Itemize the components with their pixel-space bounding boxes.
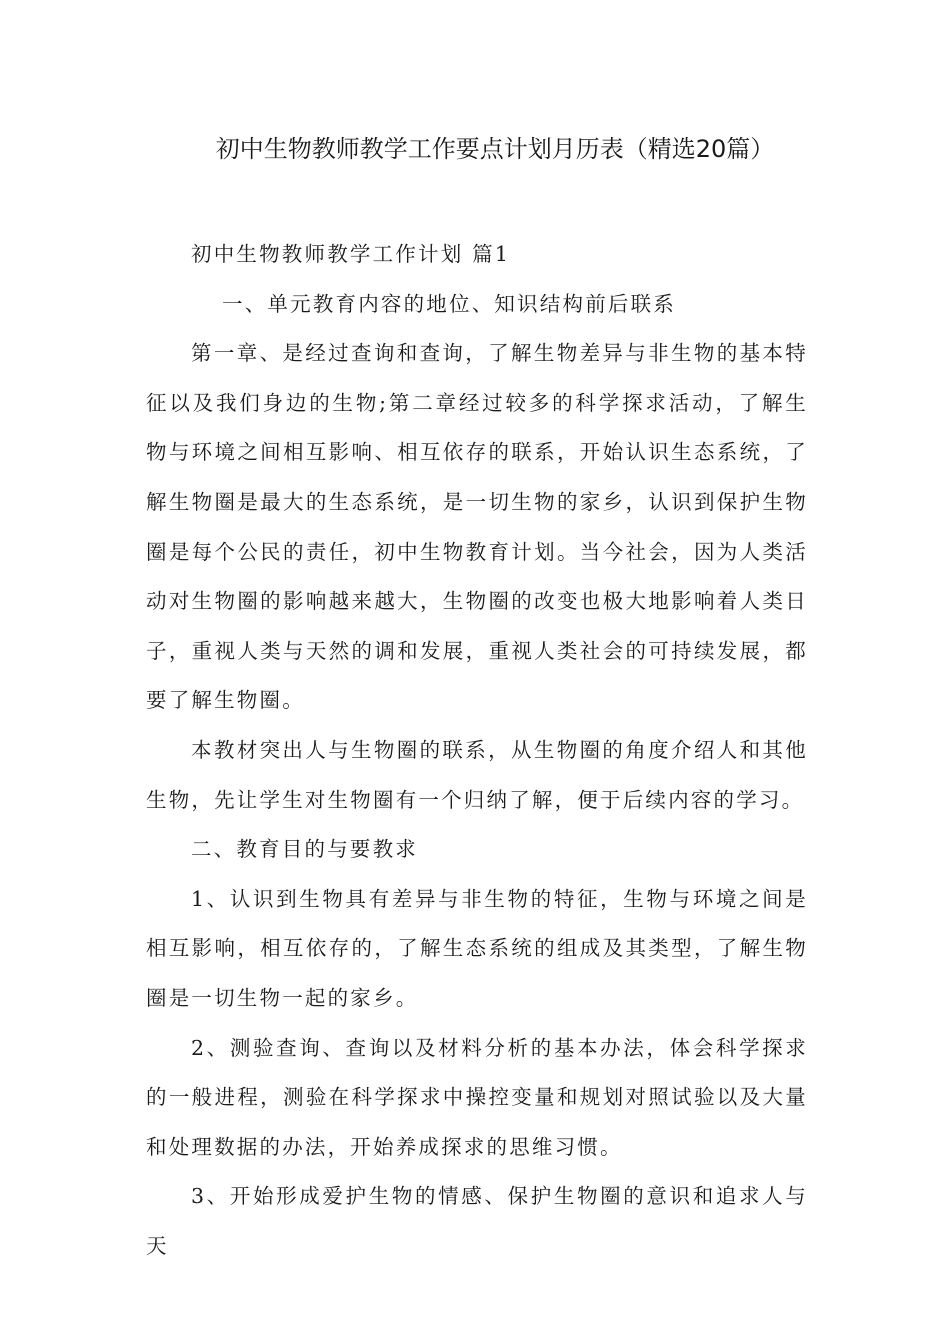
paragraph-5: 3、开始形成爱护生物的情感、保护生物圈的意识和追求人与天	[146, 1184, 808, 1258]
paragraph-4: 2、测验查询、查询以及材料分析的基本办法，体会科学探求的一般进程，测验在科学探求中操控变量和规划对照试验以及大量和处理数据的办法，开始养成探求的思维习惯。	[146, 1035, 808, 1159]
paragraph-3: 1、认识到生物具有差异与非生物的特征，生物与环境之间是相互影响，相互依存的，了解生态系统的组成及其类型，了解生物圈是一切生物一起的家乡。	[146, 886, 808, 1010]
subsection-heading-1: 一、单元教育内容的地位、知识结构前后联系	[222, 291, 676, 316]
section-heading: 初中生物教师教学工作计划 篇1	[191, 242, 511, 266]
paragraph-2: 本教材突出人与生物圈的联系，从生物圈的角度介绍人和其他生物，先让学生对生物圈有一个归纳了解，便于后续内容的学习。	[146, 737, 808, 812]
subsection-heading-2: 二、教育目的与要教求	[191, 837, 418, 862]
document-title: 初中生物教师教学工作要点计划月历表（精选20篇）	[215, 135, 775, 163]
paragraph-1: 第一章、是经过查询和查询，了解生物差异与非生物的基本特征以及我们身边的生物;第二章经过较多的科学探求活动，了解生物与环境之间相互影响、相互依存的联系，开始认识生态系统，了解生物圈是最大的生态系统，是一切生物的家乡，认识到保护生物圈是每个公民的责任，初中生物教育计划。当今社会，因为人类活动对生物圈的影响越来越大，生物圈的改变也极大地影响着人类日子，重视人类与天然的调和发展，重视人类社会的可持续发展，都要了解生物圈。	[146, 341, 808, 713]
document-body	[146, 230, 808, 1271]
